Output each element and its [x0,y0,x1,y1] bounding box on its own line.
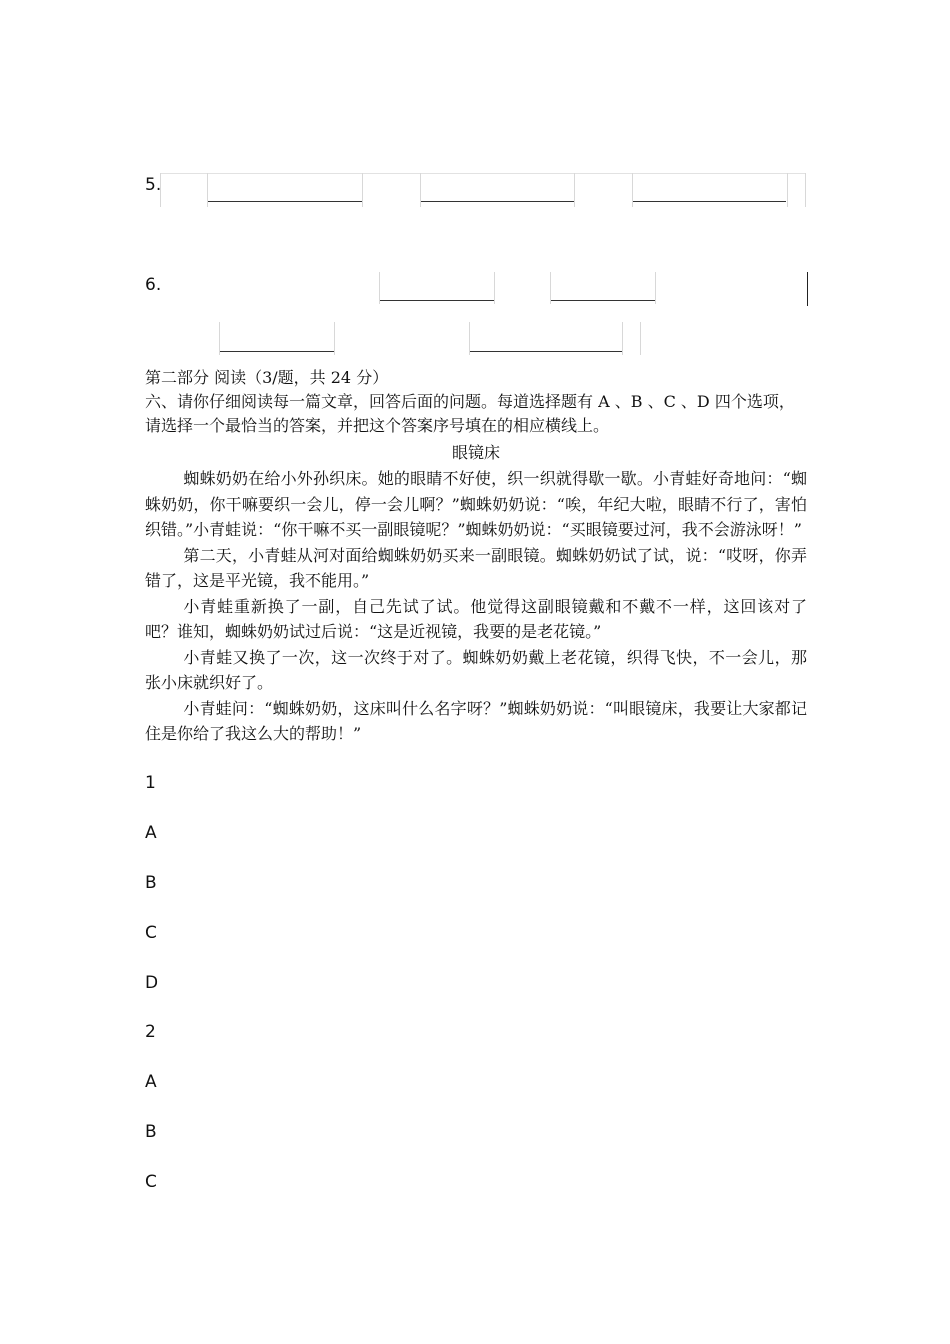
question-1-option-d[interactable]: D [145,973,159,993]
question-6-number: 6. [145,275,162,295]
table-divider [362,173,363,207]
answer-blank[interactable] [421,201,574,202]
question-5-number: 5. [145,175,162,195]
article-paragraph: 蜘蛛奶奶在给小外孙织床。她的眼睛不好使，织一织就得歇一歇。小青蛙好奇地问：“蜘蛛奶奶，你干嘛要织一会儿，停一会儿啊？”蜘蛛奶奶说：“唉，年纪大啦，眼睛不行了，害怕织错。”小青蛙说：“你干嘛不买一副眼镜呢？”蜘蛛奶奶说：“买眼镜要过河，我不会游泳呀！” [145,469,807,539]
section-heading: 第二部分 阅读（3/题，共 24 分） [145,368,389,387]
table-divider [640,322,641,355]
article-paragraph: 小青蛙重新换了一副，自己先试了试。他觉得这副眼镜戴和不戴不一样，这回该对了吧？谁知，蜘蛛奶奶试过后说：“这是近视镜，我要的是老花镜。” [145,596,807,641]
table-top-border [160,173,805,174]
answer-blank[interactable] [380,300,494,301]
article-title: 眼镜床 [451,443,500,462]
answer-blank[interactable] [220,351,334,352]
answer-blank[interactable] [633,201,786,202]
section-instruction: 六、请你仔细阅读每一篇文章，回答后面的问题。每道选择题有 A 、B 、C 、D 四个选项，请选择一个最恰当的答案，并把这个答案序号填在的相应横线上。 [145,392,795,435]
question-1-option-c[interactable]: C [145,923,157,943]
question-2-option-c[interactable]: C [145,1172,157,1192]
table-border [807,272,808,306]
table-divider [805,173,806,207]
article-paragraph: 第二天，小青蛙从河对面给蜘蛛奶奶买来一副眼镜。蜘蛛奶奶试了试，说：“哎呀，你弄错了，这是平光镜，我不能用。” [145,545,807,590]
table-divider [787,173,788,207]
table-divider [160,173,161,207]
table-divider [494,272,495,304]
reading-section [145,366,807,747]
question-2-option-b[interactable]: B [145,1122,157,1142]
question-1-option-b[interactable]: B [145,873,157,893]
article-paragraph: 小青蛙问：“蜘蛛奶奶，这床叫什么名字呀？”蜘蛛奶奶说：“叫眼镜床，我要让大家都记住是你给了我这么大的帮助！” [145,698,807,743]
table-divider [655,272,656,304]
table-divider [334,322,335,355]
table-divider [574,173,575,207]
answer-blank[interactable] [470,351,622,352]
answer-blank[interactable] [208,201,362,202]
article-paragraph: 小青蛙又换了一次，这一次终于对了。蜘蛛奶奶戴上老花镜，织得飞快，不一会儿，那张小床就织好了。 [145,647,807,692]
question-1-option-a[interactable]: A [145,823,157,843]
question-2-number: 2 [145,1022,156,1042]
question-2-option-a[interactable]: A [145,1072,157,1092]
table-divider [622,322,623,355]
question-1-number: 1 [145,773,156,793]
answer-blank[interactable] [551,300,655,301]
